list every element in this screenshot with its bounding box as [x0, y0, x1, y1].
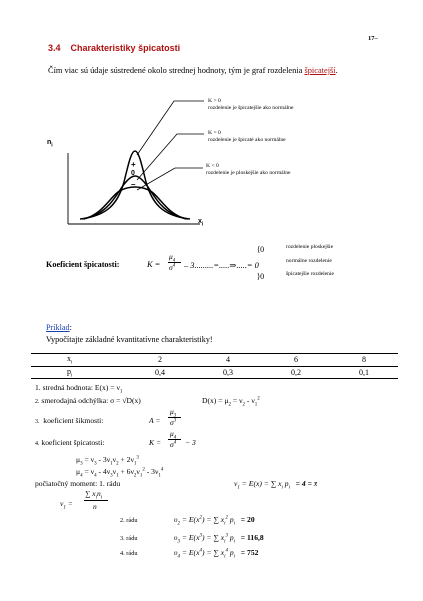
- moment3-i: i: [224, 539, 226, 545]
- intro-end: .: [335, 66, 338, 75]
- mu4-s4: 2: [133, 473, 137, 479]
- kurtosis-sigma-sup: 4: [172, 263, 176, 269]
- nu1-frac-num: [85, 489, 102, 501]
- moment3-nu-sub: 3: [177, 539, 180, 545]
- moment3-pi: i: [233, 539, 236, 545]
- variance-minus: - ν: [245, 396, 255, 405]
- x-axis-label-sub: i: [201, 221, 204, 228]
- mu4-s2: 3: [110, 473, 113, 479]
- page-number: 17–: [368, 35, 378, 42]
- moment2-i: i: [224, 521, 226, 527]
- mu4-line: [76, 467, 163, 479]
- mu4-s6: 1: [158, 473, 161, 479]
- annotation-k-negative-desc: rozdelenie je ploskejšie ako normálne: [206, 170, 291, 176]
- nu1-frac-i: i: [95, 495, 97, 501]
- table-cell: 0,2: [262, 366, 330, 379]
- mu3-s3: 2: [116, 461, 119, 467]
- nu1-line: [234, 479, 317, 491]
- x-axis-label: [198, 218, 203, 227]
- table-p-label: p: [67, 366, 71, 376]
- mu3-sub: 3: [80, 461, 83, 467]
- table-x-label: x: [67, 354, 71, 363]
- step-stddev-num: 2.: [35, 399, 40, 405]
- curve-mark-minus: –: [131, 180, 136, 189]
- nu1-frac-lhs: $\nu_1$ =: [60, 499, 73, 511]
- step-kurtosis-tail: − 3: [185, 438, 196, 447]
- leader-k-positive: [137, 101, 204, 155]
- skewness-a: A =: [149, 416, 161, 425]
- table-row-x: [31, 354, 398, 367]
- mu3-d: + 2ν: [118, 455, 134, 464]
- mu3-c: ν: [112, 455, 117, 464]
- moment4-pp: 4: [225, 548, 228, 554]
- mu4-p2: 4: [160, 467, 164, 473]
- moment3-pp: 3: [225, 533, 228, 539]
- moment3-eq: = E(x: [180, 533, 200, 542]
- moment3-sum: ) = ∑ x: [201, 533, 225, 542]
- step-kurtosis-text: koeficient špicatosti:: [39, 438, 105, 447]
- y-axis-label: [47, 139, 53, 148]
- annotation-k-negative-cond: K < 0: [206, 163, 219, 169]
- curve-mark-zero: 0: [131, 170, 135, 177]
- mu3-sym: μ: [76, 455, 81, 464]
- annotation-k-negative: [206, 163, 291, 177]
- nu1-frac-ni: i: [100, 495, 103, 501]
- nu1-xi: i: [281, 485, 283, 491]
- table-row-p: [31, 366, 398, 379]
- mu3-line: [76, 455, 139, 467]
- step-mean-sub: 1: [119, 389, 123, 395]
- mu4-s5: 1: [139, 473, 143, 479]
- annotation-k-positive-desc: rozdelenie je špicatejšie ako normálne: [208, 105, 294, 111]
- nu1-rhs: = E(x) = ∑ x: [241, 479, 282, 488]
- moment4-eq: = E(x: [180, 548, 200, 557]
- moment-label: počiatočný moment: 1. rádu: [35, 479, 121, 488]
- section-title-text: Charakteristiky špicatosti: [70, 43, 181, 53]
- step-kurtosis-mu: μ: [170, 429, 174, 438]
- table-cell: 0,4: [126, 366, 194, 379]
- skewness-sigma: σ: [170, 418, 174, 427]
- mu4-c: ν: [112, 467, 117, 476]
- table-cell-x-label: [31, 354, 126, 367]
- nu1-frac-n: n: [96, 489, 101, 498]
- intro-highlight-link[interactable]: špicatejší: [304, 66, 336, 75]
- nu1-p: p: [282, 479, 289, 488]
- kurtosis-sigma: σ: [169, 263, 173, 272]
- step-kurtosis-num: 4.: [35, 441, 40, 447]
- example-table: [31, 353, 398, 379]
- mu4-d: + 6ν: [118, 467, 134, 476]
- skewness-den: [170, 418, 176, 427]
- moment2-eq: = E(x: [180, 515, 200, 524]
- step-stddev-text: smerodajná odchýlka: σ = √D(x): [39, 396, 141, 405]
- step-kurtosis-sigma: σ: [170, 440, 174, 449]
- moment4-result: = 752: [240, 548, 259, 557]
- moment4-nu-sub: 4: [177, 554, 180, 560]
- mu3-p: 3: [136, 455, 139, 461]
- moment2-sum: ) = ∑ x: [201, 515, 225, 524]
- moment3-p: p: [228, 533, 234, 542]
- moment4-p: p: [228, 548, 234, 557]
- table-cell: 0,3: [194, 366, 262, 379]
- curve-mark-plus: +: [131, 160, 136, 169]
- variance-nu-sub: 2: [242, 402, 246, 408]
- intro-text: Čím viac sú údaje sústredené okolo strednej hodnoty, tým je graf rozdelenia: [48, 66, 305, 75]
- moment4-formula: [174, 548, 258, 560]
- moment2-pi: i: [233, 521, 236, 527]
- mu4-s3: 1: [116, 473, 119, 479]
- moment4-nu: υ: [174, 548, 178, 557]
- example-heading: [46, 323, 72, 332]
- kurtosis-right-2: normálne rozdelenie: [286, 258, 332, 264]
- nu1-result: = 4 =: [295, 479, 312, 488]
- mu3-b: - 3ν: [96, 455, 111, 464]
- kurtosis-mu: μ: [169, 252, 173, 261]
- moment4-order: 4. rádu: [120, 550, 138, 557]
- moment2-pow: 2: [199, 515, 202, 521]
- moment4-pi: i: [233, 554, 236, 560]
- annotation-k-zero: [208, 130, 286, 144]
- mu4-rest: = ν: [82, 467, 95, 476]
- variance-mu: D(x) = μ: [202, 396, 229, 405]
- example-colon: :: [69, 323, 72, 332]
- kurtosis-right-1: rozdelenie ploskejšie: [286, 244, 334, 250]
- kurtosis-brace-top: ⟨0: [257, 245, 265, 254]
- moment4-pow: 4: [199, 548, 202, 554]
- mu3-s1: 3: [94, 461, 97, 467]
- step-mean: [35, 383, 122, 395]
- skewness-mu-sub: 3: [173, 413, 177, 419]
- step-skewness-text: koeficient šikmosti:: [43, 416, 104, 425]
- moment2-nu: υ: [174, 515, 178, 524]
- step-mean-text: 1. stredná hodnota: E(x) = ν: [35, 383, 120, 392]
- nu1-sub: 1: [237, 485, 240, 491]
- annotation-k-zero-cond: K = 0: [208, 130, 221, 136]
- annotation-k-positive-cond: K > 0: [208, 98, 221, 104]
- kurtosis-brace-bottom: ⟩0: [257, 272, 265, 281]
- kurtosis-right-3: špicatejšie rozdelenie: [286, 271, 334, 277]
- step-skewness-num: 3.: [35, 419, 40, 425]
- table-p-sub: i: [71, 373, 73, 379]
- step-kurtosis-k: K =: [149, 438, 162, 447]
- nu1-frac-den: n: [93, 502, 97, 511]
- section-number: 3.4: [48, 43, 61, 53]
- nu1-sym: ν: [234, 479, 238, 488]
- step-kurtosis: [35, 438, 104, 447]
- moment3-nu: υ: [174, 533, 178, 542]
- mu4-p1: 2: [142, 467, 145, 473]
- annotation-k-zero-desc: rozdelenie je špicaté ako normálne: [208, 137, 286, 143]
- moment2-pp: 2: [225, 515, 228, 521]
- mu3-rest: = ν: [82, 455, 95, 464]
- example-task: Vypočítajte základné kvantitatívne charakteristiky!: [46, 335, 213, 344]
- nu1-frac-sum: ∑ x: [85, 489, 96, 498]
- moment2-p: p: [228, 515, 234, 524]
- moment2-result: = 20: [240, 515, 255, 524]
- variance-nu: = ν: [231, 396, 243, 405]
- kurtosis-formula-tail: – 3.........=.....⇒.....= 0: [184, 261, 259, 270]
- skewness-mu: μ: [170, 407, 174, 416]
- moment3-formula: [174, 533, 264, 545]
- moment2-formula: [174, 515, 255, 527]
- nu1-frac-bar: [84, 500, 108, 501]
- step-kurtosis-den: [170, 440, 176, 449]
- nu1-xbar: x̄: [313, 479, 318, 488]
- step-skewness: [35, 416, 103, 425]
- mu4-s1: 4: [94, 473, 97, 479]
- moment3-pow: 3: [199, 533, 202, 539]
- kurtosis-mu-sub: 4: [172, 258, 176, 264]
- moment4-sum: ) = ∑ x: [201, 548, 225, 557]
- kurtosis-frac-den: [169, 263, 175, 272]
- skewness-sigma-sup: 3: [173, 418, 177, 424]
- nu1-pi: i: [288, 485, 290, 491]
- table-cell: 2: [126, 354, 194, 367]
- table-cell: 6: [262, 354, 330, 367]
- step-variance: [202, 396, 260, 408]
- table-cell: 4: [194, 354, 262, 367]
- moment4-i: i: [224, 554, 226, 560]
- mu3-s4: 1: [133, 461, 137, 467]
- moment2-order: 2. rádu: [120, 517, 138, 524]
- table-x-sub: i: [71, 360, 73, 366]
- y-axis-label-sub: i: [51, 142, 53, 149]
- mu4-e: ν: [136, 467, 140, 476]
- kurtosis-lhs: K =: [147, 260, 161, 269]
- variance-nu1-sup: 2: [257, 396, 260, 402]
- annotation-k-positive: [208, 98, 293, 112]
- kurtosis-label: Koeficient špicatosti:: [46, 260, 120, 269]
- example-link[interactable]: Príklad: [46, 323, 70, 332]
- table-cell: 8: [330, 354, 398, 367]
- mu4-b: - 4ν: [96, 467, 111, 476]
- mu4-sub: 4: [80, 473, 83, 479]
- x-axis-label-text: x: [198, 218, 202, 225]
- moment3-order: 3. rádu: [120, 535, 138, 542]
- table-cell-p-label: [31, 366, 126, 379]
- step-kurtosis-mu-sub: 4: [173, 435, 177, 441]
- step-stddev: [35, 396, 141, 405]
- variance-mu-sub: 2: [228, 402, 231, 408]
- mu3-s2: 1: [110, 461, 113, 467]
- step-kurtosis-sigma-sup: 4: [173, 440, 177, 446]
- variance-nu1-sub: 1: [254, 402, 258, 408]
- moment3-result: = 116,8: [240, 533, 264, 542]
- y-axis-label-text: n: [47, 139, 52, 146]
- table-cell: 0,1: [330, 366, 398, 379]
- moment2-nu-sub: 2: [177, 521, 180, 527]
- mu4-f: - 3ν: [144, 467, 159, 476]
- mu4-sym: μ: [76, 467, 81, 476]
